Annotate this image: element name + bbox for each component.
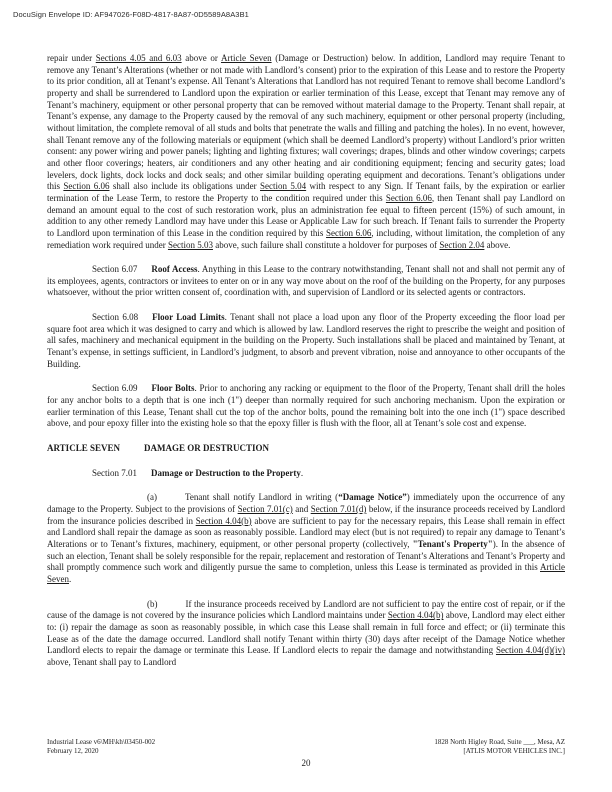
- document-body: [47, 53, 565, 669]
- text-run: shall also include its obligations under: [109, 181, 261, 192]
- text-run: above, Landlord may elect either to: (i) repair the damage as soon as reasonably possible, in which case this Lease shall remain in full force and effect; or (ii) terminate this Lease as of the date the damage occurred. Landlord shall notify Tenant within thirty (30) days after receipt of the Damage Notice whether Landlord elects to repair the damage or terminate this Lease. If Landlord elects to repair the damage and notwithstanding: [47, 610, 565, 656]
- section-reference: Section 7.01(c): [237, 504, 293, 514]
- tab-space: [138, 319, 152, 320]
- text-run: above.: [484, 239, 511, 250]
- section-reference: Sections 4.05 and 6.03: [95, 53, 182, 63]
- bold-text: Floor Load Limits: [152, 312, 225, 323]
- text-run: repair under: [47, 53, 96, 63]
- tab-space: [158, 606, 186, 607]
- docusign-envelope-id: DocuSign Envelope ID: AF947026-F08D-4817-8A87-0D5589A8A3B1: [13, 10, 249, 19]
- tab-space: [137, 390, 151, 391]
- text-run: , including, without limitation, the completion of any remediation work required under: [47, 227, 565, 250]
- text-run: Tenant shall notify Landlord in writing (: [185, 492, 339, 503]
- tab-space: [137, 475, 151, 476]
- section-reference: Section 5.04: [260, 181, 307, 192]
- text-run: .: [69, 573, 72, 584]
- text-run: If the insurance proceeds received by Landlord are not sufficient to pay the entire cost of repair, or if the cause of the damage is not covered by the insurance policies which Landlord maintains under: [47, 598, 565, 621]
- section-reference: Section 6.06: [326, 227, 372, 238]
- section-reference: Section 4.04(b): [387, 610, 444, 621]
- text-run: above, such failure shall constitute a holdover for purposes of: [212, 239, 440, 250]
- section-6-08: [47, 312, 565, 370]
- text-run: (a): [147, 492, 157, 503]
- text-run: above, Tenant shall pay to Landlord: [47, 656, 177, 667]
- footer-doc-reference: Industrial Lease v6\MH\kh\03450-002: [47, 738, 156, 746]
- section-reference: Article Seven: [47, 562, 565, 584]
- text-run: and: [292, 504, 311, 514]
- tab-space: [120, 450, 144, 451]
- section-reference: Section 7.01(d): [310, 504, 367, 514]
- bold-text: Floor Bolts: [151, 383, 195, 394]
- bold-text: DAMAGE OR DESTRUCTION: [143, 443, 269, 454]
- text-run: Section 6.08: [92, 312, 139, 323]
- text-run: above are sufficient to pay for the necessary repairs, this Lease shall remain in effect and Landlord shall repair the damage as soon as reasonably possible. Landlord may elect (but is not required) to repair any damage to Tenant’s Alterations or to Tenant’s fixtures, machinery, equipment, or other personal property (collectively,: [47, 515, 565, 549]
- section-reference: Section 5.03: [167, 239, 213, 250]
- text-run: with respect to any Sign. If Tenant fails, by the expiration or earlier termination of the Lease Term, to restore the Property to the condition required under this: [47, 181, 565, 203]
- text-run: (Damage or Destruction) below. In addition, Landlord may require Tenant to remove any Tenant’s Alterations (whether or not made with Landlord’s consent) prior to the expiration of this Lease and to restore the Property to its prior condition, all at Tenant’s expense. All Tenant’s Alterations that Landlord has not required Tenant to remove shall become Landlord’s property and shall be surrendered to Landlord upon the expiration or earlier termination of this Lease, except that Tenant may remove any of Tenant’s machinery, equipment or other personal property that can be removed without material damage to the Property. Tenant shall repair, at Tenant’s expense, any damage to the Property caused by the removal of any such machinery, equipment or other personal property (including, without limitation, the complete removal of all studs and bolts that penetrate the walls and filling and patching the holes). In no event, however, shall Tenant remove any of the following materials or equipment (which shall be deemed Landlord’s property) without Landlord’s prior written consent: any power wiring and power panels; lighting and lighting fixtures; wall coverings; drapes, blinds and other window coverings; carpets and other floor coverings; heaters, air conditioners and any other heating and air conditioning equipment; fencing and security gates; load levelers, dock lights, dock locks and dock seals; and other similar building operating equipment and decorations. Tenant’s obligations under this: [47, 53, 565, 192]
- text-run: above or: [181, 53, 221, 63]
- text-run: , then Tenant shall pay Landlord on demand an amount equal to the cost of such restoration work, plus an administration fee equal to fifteen percent (15%) of such amount, in addition to any other remedy Landlord may have under this Lease or Applicable Law for such breach. If Tenant fails to surrender the Property to Landlord upon termination of this Lease in the condition required by this: [47, 192, 565, 238]
- text-run: Section 7.01: [92, 467, 137, 478]
- tab-space: [137, 271, 151, 272]
- paragraph-7-01-a: [47, 492, 565, 585]
- text-run: (b): [147, 598, 158, 609]
- section-7-01-heading: [47, 468, 565, 480]
- text-run: ). In the absence of such an election, Tenant shall be solely responsible for the repair, replacement and restoration of Tenant’s Alterations and Tenant’s Property and shall promptly commence such work and diligently pursue the same to completion, unless this Lease is terminated as provided in this: [47, 538, 566, 573]
- article-seven-heading: [47, 443, 565, 455]
- paragraph-6-06-continuation: [47, 53, 565, 251]
- section-6-07: [47, 264, 565, 299]
- section-reference: Section 4.04(d)(iv): [495, 645, 565, 656]
- text-run: .: [300, 467, 304, 478]
- bold-text: “Damage Notice”: [338, 492, 407, 503]
- text-run: . Tenant shall not place a load upon any floor of the Property exceeding the floor load per square foot area which it was designed to carry and which is allowed by law. Landlord reserves the right to prescribe the weight and position of all safes, machinery and mechanical equipment in the building on the Property. Such installations shall be placed and maintained by Tenant, at Tenant’s expense, in settings sufficient, in Landlord’s judgment, to absorb and prevent vibration, noise and annoyance to other occupants of the Building.: [47, 312, 565, 369]
- footer-date: February 12, 2020: [47, 747, 99, 755]
- bold-text: Damage or Destruction to the Property: [151, 467, 301, 478]
- paragraph-7-01-b: [47, 599, 565, 669]
- section-reference: Section 2.04: [439, 239, 485, 250]
- text-run: ) immediately upon the occurrence of any damage to the Property. Subject to the provisions of: [47, 492, 566, 514]
- section-reference: Section 6.06: [63, 181, 110, 192]
- text-run: . Prior to anchoring any racking or equipment to the floor of the Property, Tenant shall drill the holes for any anchor bolts to a depth that is one inch (1") deeper than normally required for such anchoring mechanism. Upon the expiration or earlier termination of this Lease, Tenant shall cut the top of the anchor bolts, pound the remaining bolt into the one inch (1") space described above, and pour epoxy filler into the existing hole so that the epoxy filler is flush with the floor, all at Tenant’s sole cost and expense.: [47, 383, 565, 429]
- text-run: Section 6.07: [92, 264, 138, 275]
- footer-right: [434, 738, 565, 756]
- footer-tenant-name: [ATLIS MOTOR VEHICLES INC.]: [463, 747, 565, 755]
- section-reference: Section 4.04(b): [195, 515, 252, 526]
- bold-text: ARTICLE SEVEN: [47, 443, 120, 454]
- page-number: 20: [301, 758, 311, 768]
- section-reference: Article Seven: [220, 53, 272, 63]
- bold-text: "Tenant's Property": [412, 538, 493, 549]
- section-6-09: [47, 383, 565, 430]
- footer-property-address: 1828 North Higley Road, Suite ___, Mesa, AZ: [434, 738, 565, 746]
- bold-text: Roof Access: [151, 264, 198, 275]
- section-reference: Section 6.06: [385, 192, 432, 203]
- text-run: Section 6.09: [92, 383, 138, 394]
- tab-space: [157, 499, 185, 500]
- text-run: . Anything in this Lease to the contrary notwithstanding, Tenant shall not and shall not permit any of its employees, agents, contractors or invitees to enter on or in any way move about on the roof of the building on the Property, for any purposes whatsoever, without the prior written consent of, coordination with, and supervision of Landlord or its selected agents or contractors.: [47, 264, 565, 298]
- text-run: below, if the insurance proceeds received by Landlord from the insurance policies described in: [47, 504, 565, 526]
- footer-left: [47, 738, 155, 756]
